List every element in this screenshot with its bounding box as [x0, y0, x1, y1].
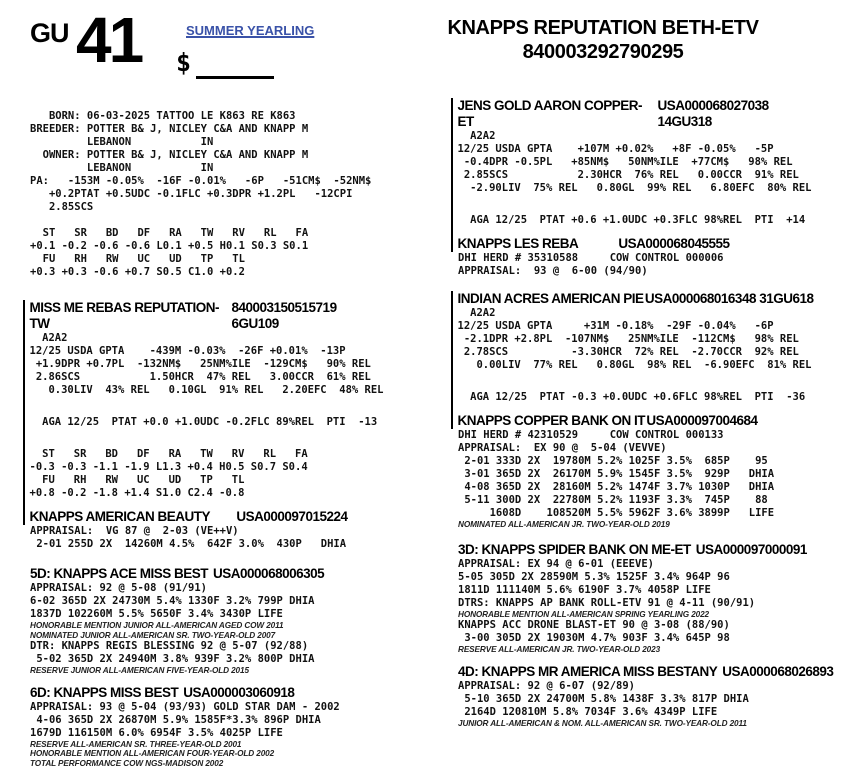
- sixth-dam-records: [30, 701, 430, 768]
- granddam-right-title: [458, 413, 758, 429]
- fifth-dam-title: [30, 566, 430, 582]
- lot-number: 41: [76, 8, 141, 72]
- text-line: RESERVE ALL-AMERICAN SR. THREE-YEAR-OLD 2001: [30, 740, 430, 750]
- right-column: [458, 98, 862, 728]
- text-line: 1679D 116150M 6.0% 6954F 3.5% 4025P LIFE: [30, 727, 430, 740]
- fourth-dam-block: [458, 664, 862, 729]
- text-line: PA: -153M -0.05% -16F -0.01% -6P -51CM$ -52NM$: [30, 175, 430, 188]
- text-line: 5-10 365D 2X 24700M 5.8% 1438F 3.3% 817P DHIA: [458, 693, 862, 706]
- birth-breeder-owner-pa-block: [30, 110, 430, 214]
- text-line: DTR: KNAPPS REGIS BLESSING 92 @ 5-07 (92/88): [30, 640, 430, 653]
- dams-sire-pedigree-group: [451, 291, 863, 429]
- sixth-dam-title: [30, 685, 430, 701]
- text-line: FU RH RW UC UD TP TL: [30, 253, 430, 266]
- text-line: HONORABLE MENTION JUNIOR ALL-AMERICAN AGED COW 2011: [30, 621, 430, 631]
- pa-linear-trait-table: [30, 227, 430, 279]
- text-line: ST SR BD DF RA TW RV RL FA: [30, 448, 431, 461]
- text-line: AGA 12/25 PTAT +0.6 +1.0UDC +0.3FLC 98%REL PTI +14: [458, 214, 863, 227]
- sire-title: [458, 98, 826, 130]
- text-line: -0.4DPR -0.5PL +85NM$ 50NM%ILE +77CM$ 98% REL: [458, 156, 863, 169]
- text-line: [30, 429, 431, 448]
- sixth-dam-registration: USA000003060918: [183, 685, 294, 701]
- text-line: BORN: 06-03-2025 TATTOO LE K863 RE K863: [30, 110, 430, 123]
- text-line: 0.00LIV 77% REL 0.80GL 98% REL -6.90EFC 81% REL: [458, 359, 863, 372]
- dams-sire-name: INDIAN ACRES AMERICAN PIE: [458, 291, 644, 307]
- text-line: 12/25 USDA GPTA +31M -0.18% -29F -0.04% -6P: [458, 320, 863, 333]
- text-line: APPRAISAL: 92 @ 6-07 (92/89): [458, 680, 862, 693]
- text-line: [458, 372, 863, 391]
- third-dam-records: [458, 558, 862, 655]
- text-line: [30, 397, 431, 416]
- text-line: TOTAL PERFORMANCE COW NGS-MADISON 2002: [30, 759, 430, 768]
- price-dollar-sign: $: [176, 50, 191, 75]
- text-line: NOMINATED ALL-AMERICAN JR. TWO-YEAR-OLD 2019: [458, 520, 862, 530]
- fourth-dam-name: 4D: KNAPPS MR AMERICA MISS BESTANY: [458, 664, 717, 680]
- third-dam-registration: USA000097000091: [696, 542, 807, 558]
- lot-prefix: GU: [30, 20, 69, 47]
- text-line: 1811D 111140M 5.6% 6190F 3.7% 4058P LIFE: [458, 584, 862, 597]
- text-line: 12/25 USDA GPTA +107M +0.02% +8F -0.05% -5P: [458, 143, 863, 156]
- text-line: [458, 195, 863, 214]
- text-line: FU RH RW UC UD TP TL: [30, 474, 431, 487]
- text-line: 6-02 365D 2X 24730M 5.4% 1330F 3.2% 799P DHIA: [30, 595, 430, 608]
- dam-registration: 840003150515719 6GU109: [231, 300, 381, 332]
- sixth-dam-block: [30, 685, 430, 768]
- sale-class-label: SUMMER YEARLING: [186, 23, 314, 38]
- text-line: 2.85SCS 2.30HCR 76% REL 0.00CCR 91% REL: [458, 169, 863, 182]
- text-line: KNAPPS ACC DRONE BLAST-ET 90 @ 3-08 (88/90): [458, 619, 862, 632]
- sire-name: JENS GOLD AARON COPPER-ET: [458, 98, 658, 130]
- text-line: 0.30LIV 43% REL 0.10GL 91% REL 2.20EFC 48% REL: [30, 384, 431, 397]
- text-line: 2.86SCS 1.50HCR 47% REL 3.00CCR 61% REL: [30, 371, 431, 384]
- text-line: -2.90LIV 75% REL 0.80GL 99% REL 6.80EFC 80% REL: [458, 182, 863, 195]
- text-line: DTRS: KNAPPS AP BANK ROLL-ETV 91 @ 4-11 (90/91): [458, 597, 862, 610]
- text-line: 3-01 365D 2X 26170M 5.9% 1545F 3.5% 929P DHIA: [458, 468, 862, 481]
- text-line: +1.9DPR +0.7PL -132NM$ 25NM%ILE -129CM$ 90% REL: [30, 358, 431, 371]
- dam-summary-title: [458, 236, 730, 252]
- text-line: 4-06 365D 2X 26870M 5.9% 1585F*3.3% 896P DHIA: [30, 714, 430, 727]
- text-line: JUNIOR ALL-AMERICAN & NOM. ALL-AMERICAN SR. TWO-YEAR-OLD 2011: [458, 719, 862, 729]
- text-line: APPRAISAL: 93 @ 5-04 (93/93) GOLD STAR DAM - 2002: [30, 701, 430, 714]
- text-line: DHI HERD # 35310588 COW CONTROL 000006: [458, 252, 862, 265]
- dam-name: MISS ME REBAS REPUTATION-TW: [30, 300, 232, 332]
- text-line: APPRAISAL: EX 90 @ 5-04 (VEVVE): [458, 442, 862, 455]
- fifth-dam-name: 5D: KNAPPS ACE MISS BEST: [30, 566, 208, 582]
- third-dam-name: 3D: KNAPPS SPIDER BANK ON ME-ET: [458, 542, 691, 558]
- text-line: 1608D 108520M 5.5% 5962F 3.6% 3899P LIFE: [458, 507, 862, 520]
- granddam-right-registration: USA000097004684: [646, 413, 757, 429]
- dam-genomic-block: [30, 332, 431, 500]
- dam-summary-registration: USA000068045555: [618, 236, 729, 252]
- granddam-right-record-block: [458, 429, 862, 530]
- text-line: +0.8 -0.2 -1.8 +1.4 S1.0 C2.4 -0.8: [30, 487, 431, 500]
- text-line: APPRAISAL: 92 @ 5-08 (91/91): [30, 582, 430, 595]
- text-line: ST SR BD DF RA TW RV RL FA: [30, 227, 430, 240]
- granddam-registration: USA000097015224: [236, 509, 347, 525]
- granddam-title: [30, 509, 348, 525]
- text-line: A2A2: [30, 332, 431, 345]
- animal-header: [436, 16, 770, 64]
- fifth-dam-records: [30, 582, 430, 676]
- sire-registration: USA000068027038 14GU318: [658, 98, 826, 130]
- dams-sire-genomic-block: [458, 307, 863, 404]
- fourth-dam-title: [458, 664, 862, 680]
- text-line: HONORABLE MENTION ALL-AMERICAN FOUR-YEAR-OLD 2002: [30, 749, 430, 759]
- text-line: 5-02 365D 2X 24940M 3.8% 939F 3.2% 800P DHIA: [30, 653, 430, 666]
- text-line: 2-01 333D 2X 19780M 5.2% 1025F 3.5% 685P 95: [458, 455, 862, 468]
- price-write-in-blank: [196, 52, 274, 79]
- text-line: APPRAISAL: 93 @ 6-00 (94/90): [458, 265, 862, 278]
- third-dam-title: [458, 542, 862, 558]
- left-column: [30, 110, 430, 768]
- fifth-dam-block: [30, 566, 430, 676]
- granddam-name: KNAPPS AMERICAN BEAUTY: [30, 509, 211, 525]
- dam-title: [30, 300, 382, 332]
- text-line: LEBANON IN: [30, 162, 430, 175]
- text-line: -2.1DPR +2.8PL -107NM$ 25NM%ILE -112CM$ 98% REL: [458, 333, 863, 346]
- text-line: A2A2: [458, 307, 863, 320]
- text-line: 2.85SCS: [30, 201, 430, 214]
- dams-sire-registration: USA000068016348 31GU618: [645, 291, 814, 307]
- text-line: NOMINATED JUNIOR ALL-AMERICAN SR. TWO-YEAR-OLD 2007: [30, 631, 430, 641]
- text-line: OWNER: POTTER B& J, NICLEY C&A AND KNAPP M: [30, 149, 430, 162]
- text-line: 2.78SCS -3.30HCR 72% REL -2.70CCR 92% REL: [458, 346, 863, 359]
- text-line: +0.2PTAT +0.5UDC -0.1FLC +0.3DPR +1.2PL -12CPI: [30, 188, 430, 201]
- sire-pedigree-group: [451, 98, 863, 252]
- text-line: 4-08 365D 2X 28160M 5.2% 1474F 3.7% 1030P DHIA: [458, 481, 862, 494]
- text-line: +0.3 +0.3 -0.6 +0.7 S0.5 C1.0 +0.2: [30, 266, 430, 279]
- text-line: +0.1 -0.2 -0.6 -0.6 L0.1 +0.5 H0.1 S0.3 S0.1: [30, 240, 430, 253]
- text-line: RESERVE ALL-AMERICAN JR. TWO-YEAR-OLD 2023: [458, 645, 862, 655]
- text-line: 1837D 102260M 5.5% 5650F 3.4% 3430P LIFE: [30, 608, 430, 621]
- animal-registration-number: 840003292790295: [436, 40, 770, 64]
- sire-genomic-block: [458, 130, 863, 227]
- dams-sire-title: [458, 291, 814, 307]
- text-line: BREEDER: POTTER B& J, NICLEY C&A AND KNAPP M: [30, 123, 430, 136]
- fifth-dam-registration: USA000068006305: [213, 566, 324, 582]
- dam-summary-name: KNAPPS LES REBA: [458, 236, 579, 252]
- animal-name: KNAPPS REPUTATION BETH-ETV: [436, 16, 770, 40]
- text-line: AGA 12/25 PTAT +0.0 +1.0UDC -0.2FLC 89%REL PTI -13: [30, 416, 431, 429]
- fourth-dam-registration: USA000068026893: [722, 664, 833, 680]
- text-line: 2-01 255D 2X 14260M 4.5% 642F 3.0% 430P DHIA: [30, 538, 430, 551]
- granddam-record-block: [30, 525, 430, 551]
- text-line: 5-11 300D 2X 22780M 5.2% 1193F 3.3% 745P 88: [458, 494, 862, 507]
- text-line: AGA 12/25 PTAT -0.3 +0.0UDC +0.6FLC 98%REL PTI -36: [458, 391, 863, 404]
- text-line: 5-05 305D 2X 28590M 5.3% 1525F 3.4% 964P 96: [458, 571, 862, 584]
- text-line: 12/25 USDA GPTA -439M -0.03% -26F +0.01% -13P: [30, 345, 431, 358]
- granddam-right-name: KNAPPS COPPER BANK ON IT: [458, 413, 646, 429]
- dam-summary-record-block: [458, 252, 862, 278]
- text-line: APPRAISAL: EX 94 @ 6-01 (EEEVE): [458, 558, 862, 571]
- text-line: LEBANON IN: [30, 136, 430, 149]
- third-dam-block: [458, 542, 862, 655]
- text-line: RESERVE JUNIOR ALL-AMERICAN FIVE-YEAR-OLD 2015: [30, 666, 430, 676]
- text-line: APPRAISAL: VG 87 @ 2-03 (VE++V): [30, 525, 430, 538]
- dam-pedigree-group: [23, 300, 431, 525]
- text-line: HONORABLE MENTION ALL-AMERICAN SPRING YEARLING 2022: [458, 610, 862, 620]
- sixth-dam-name: 6D: KNAPPS MISS BEST: [30, 685, 178, 701]
- text-line: -0.3 -0.3 -1.1 -1.9 L1.3 +0.4 H0.5 S0.7 S0.4: [30, 461, 431, 474]
- text-line: 3-00 305D 2X 19030M 4.7% 903F 3.4% 645P 98: [458, 632, 862, 645]
- fourth-dam-records: [458, 680, 862, 729]
- text-line: A2A2: [458, 130, 863, 143]
- text-line: 2164D 120810M 5.8% 7034F 3.6% 4349P LIFE: [458, 706, 862, 719]
- text-line: DHI HERD # 42310529 COW CONTROL 000133: [458, 429, 862, 442]
